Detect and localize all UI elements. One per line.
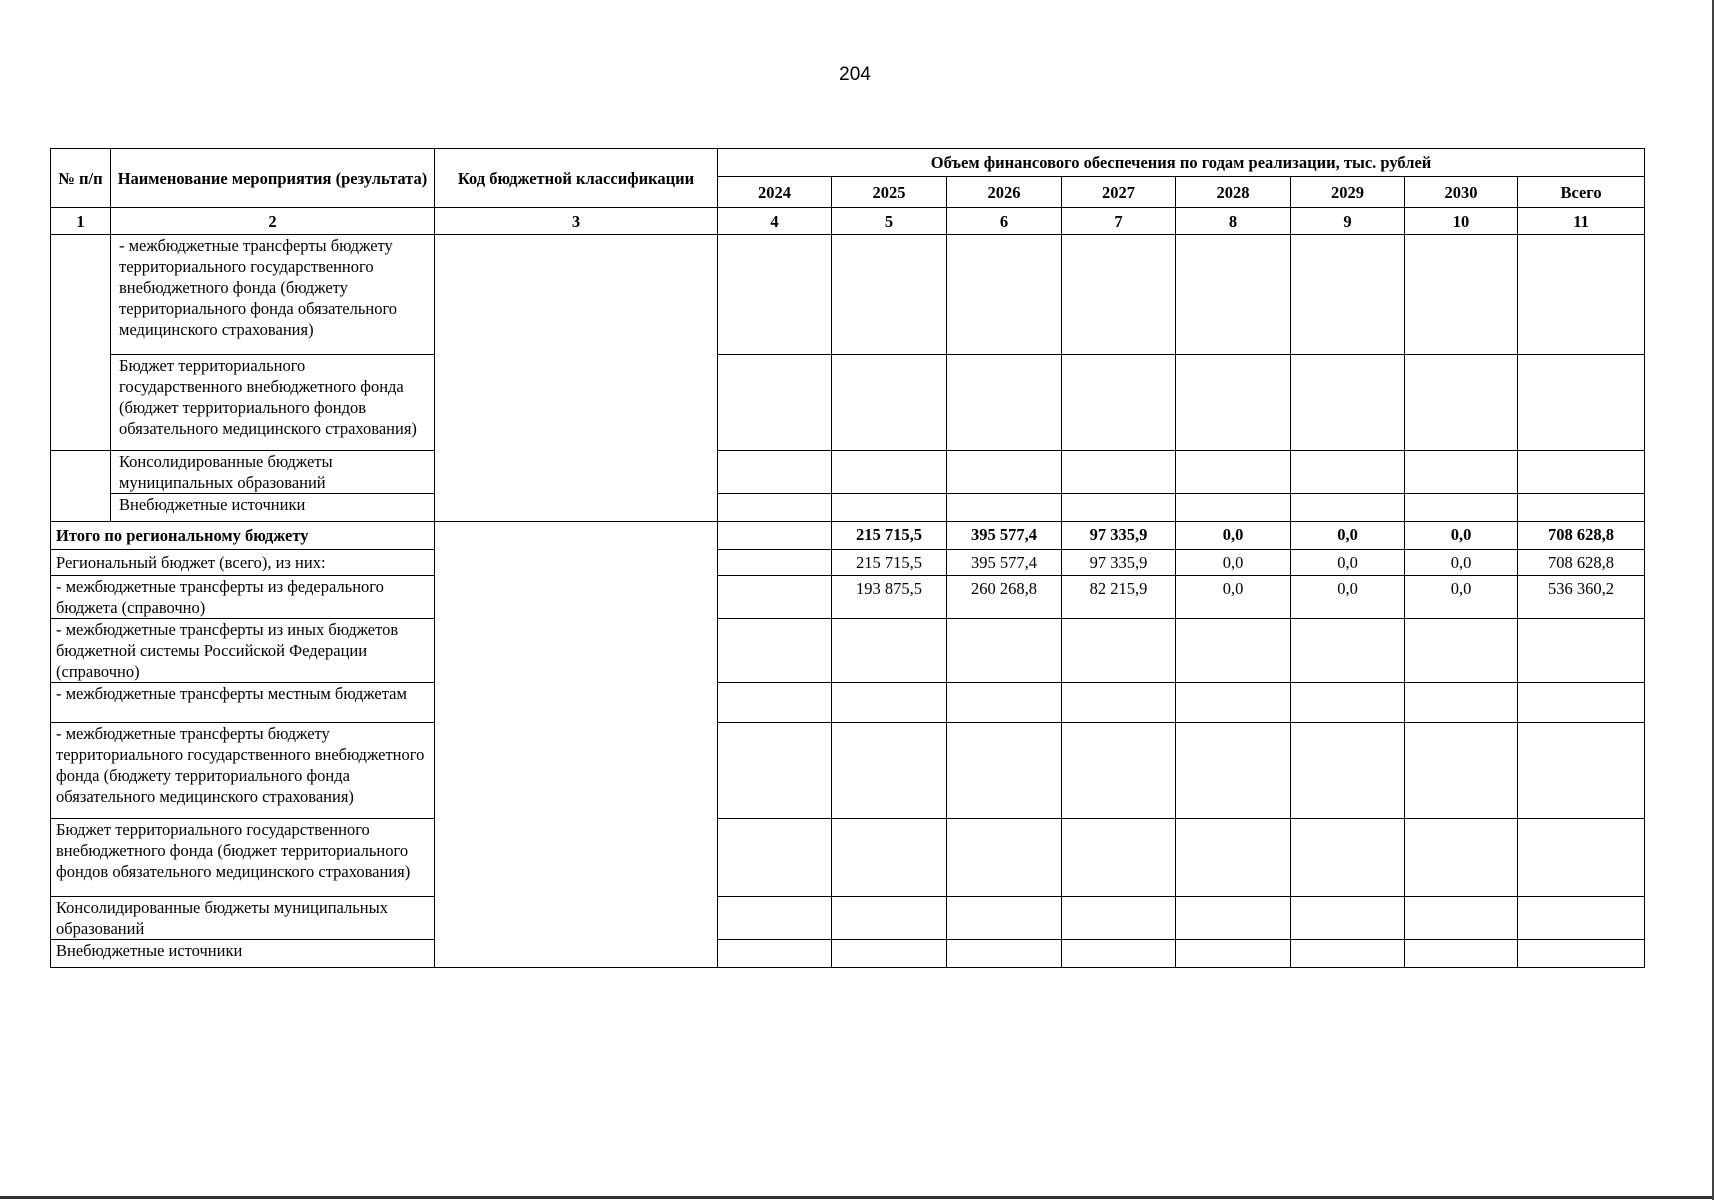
- total-row-label: Консолидированные бюджеты муниципальных образований: [51, 897, 435, 940]
- table-row: [51, 819, 1645, 897]
- value-cell: [1176, 683, 1291, 723]
- value-cell: [1518, 451, 1645, 494]
- value-cell: [1405, 897, 1518, 940]
- table-row: [51, 550, 1645, 576]
- value-cell: [1062, 619, 1176, 683]
- header-num: № п/п: [51, 149, 111, 208]
- value-cell: [1405, 819, 1518, 897]
- row-label: Внебюджетные источники: [111, 494, 435, 522]
- value-cell: 0,0: [1405, 522, 1518, 550]
- value-cell: [1062, 451, 1176, 494]
- value-cell: [1062, 355, 1176, 451]
- column-number-3: 3: [435, 208, 718, 235]
- value-cell: [947, 819, 1062, 897]
- value-cell: [1405, 683, 1518, 723]
- value-cell: [718, 355, 832, 451]
- value-cell: [1062, 683, 1176, 723]
- value-cell: [1291, 494, 1405, 522]
- value-cell: [832, 494, 947, 522]
- value-cell: [1518, 723, 1645, 819]
- value-cell: 0,0: [1291, 576, 1405, 619]
- total-row-label: - межбюджетные трансферты бюджету территориального государственного внебюджетного фонда (бюджету территориального фонда обязательного медицинского страхования): [51, 723, 435, 819]
- value-cell: [1405, 619, 1518, 683]
- value-cell: [1518, 619, 1645, 683]
- value-cell: 193 875,5: [832, 576, 947, 619]
- header-year-3: 2027: [1062, 177, 1176, 208]
- value-cell: [1291, 619, 1405, 683]
- table-row: [51, 494, 1645, 522]
- value-cell: [718, 819, 832, 897]
- value-cell: [1518, 683, 1645, 723]
- value-cell: [1291, 235, 1405, 355]
- header-code: Код бюджетной классификации: [435, 149, 718, 208]
- value-cell: [1062, 494, 1176, 522]
- value-cell: [947, 619, 1062, 683]
- header-volume: Объем финансового обеспечения по годам реализации, тыс. рублей: [718, 149, 1645, 177]
- value-cell: [1062, 723, 1176, 819]
- table-row: [51, 451, 1645, 494]
- column-number-9: 9: [1291, 208, 1405, 235]
- value-cell: 0,0: [1405, 576, 1518, 619]
- value-cell: [718, 723, 832, 819]
- value-cell: [947, 235, 1062, 355]
- value-cell: [1405, 940, 1518, 968]
- value-cell: [1518, 819, 1645, 897]
- column-number-8: 8: [1176, 208, 1291, 235]
- value-cell: [1176, 451, 1291, 494]
- value-cell: [1518, 897, 1645, 940]
- total-row-label: - межбюджетные трансферты местным бюджетам: [51, 683, 435, 723]
- value-cell: [1291, 355, 1405, 451]
- table-body-totals: [51, 522, 1645, 968]
- value-cell: [1176, 494, 1291, 522]
- value-cell: [1518, 235, 1645, 355]
- value-cell: [718, 897, 832, 940]
- value-cell: 0,0: [1176, 576, 1291, 619]
- header-year-6: 2030: [1405, 177, 1518, 208]
- value-cell: [1405, 494, 1518, 522]
- table-row: [51, 723, 1645, 819]
- value-cell: [947, 451, 1062, 494]
- value-cell: 260 268,8: [947, 576, 1062, 619]
- value-cell: [1291, 683, 1405, 723]
- value-cell: [718, 550, 832, 576]
- row-label: Бюджет территориального государственного внебюджетного фонда (бюджет территориального фондов обязательного медицинского страхования): [111, 355, 435, 451]
- row-number-cell: [51, 235, 111, 451]
- table-row: [51, 522, 1645, 550]
- value-cell: 395 577,4: [947, 550, 1062, 576]
- value-cell: [1176, 619, 1291, 683]
- header-year-1: 2025: [832, 177, 947, 208]
- value-cell: [832, 940, 947, 968]
- column-number-1: 1: [51, 208, 111, 235]
- value-cell: 708 628,8: [1518, 522, 1645, 550]
- total-row-label: Итого по региональному бюджету: [51, 522, 435, 550]
- column-numbers-row: [51, 208, 1645, 235]
- total-row-label: Внебюджетные источники: [51, 940, 435, 968]
- budget-code-cell: [435, 522, 718, 968]
- column-number-10: 10: [1405, 208, 1518, 235]
- header-year-2: 2026: [947, 177, 1062, 208]
- value-cell: 82 215,9: [1062, 576, 1176, 619]
- value-cell: [1405, 451, 1518, 494]
- value-cell: [1176, 723, 1291, 819]
- value-cell: [832, 235, 947, 355]
- value-cell: [1062, 819, 1176, 897]
- total-row-label: - межбюджетные трансферты из иных бюджетов бюджетной системы Российской Федерации (справочно): [51, 619, 435, 683]
- header-year-0: 2024: [718, 177, 832, 208]
- total-row-label: - межбюджетные трансферты из федерального бюджета (справочно): [51, 576, 435, 619]
- value-cell: [1518, 940, 1645, 968]
- value-cell: [1291, 451, 1405, 494]
- page-bottom-edge: [0, 1196, 1714, 1199]
- header-year-5: 2029: [1291, 177, 1405, 208]
- value-cell: [1291, 940, 1405, 968]
- row-label: Консолидированные бюджеты муниципальных образований: [111, 451, 435, 494]
- value-cell: 0,0: [1291, 522, 1405, 550]
- value-cell: 97 335,9: [1062, 550, 1176, 576]
- value-cell: [947, 683, 1062, 723]
- value-cell: [1405, 235, 1518, 355]
- column-number-6: 6: [947, 208, 1062, 235]
- value-cell: [832, 619, 947, 683]
- value-cell: [947, 940, 1062, 968]
- value-cell: [718, 576, 832, 619]
- value-cell: [947, 897, 1062, 940]
- value-cell: [1291, 819, 1405, 897]
- value-cell: [1518, 355, 1645, 451]
- value-cell: [832, 451, 947, 494]
- row-label: - межбюджетные трансферты бюджету территориального государственного внебюджетного фонда (бюджету территориального фонда обязательного медицинского страхования): [111, 235, 435, 355]
- value-cell: [1062, 235, 1176, 355]
- value-cell: 97 335,9: [1062, 522, 1176, 550]
- column-number-4: 4: [718, 208, 832, 235]
- value-cell: [947, 355, 1062, 451]
- page-number: 204: [839, 64, 871, 85]
- total-row-label: Бюджет территориального государственного внебюджетного фонда (бюджет территориального фондов обязательного медицинского страхования): [51, 819, 435, 897]
- header-year-4: 2028: [1176, 177, 1291, 208]
- financing-table: [50, 148, 1645, 968]
- value-cell: [832, 683, 947, 723]
- value-cell: [718, 522, 832, 550]
- total-row-label: Региональный бюджет (всего), из них:: [51, 550, 435, 576]
- value-cell: [1176, 940, 1291, 968]
- value-cell: [1062, 940, 1176, 968]
- value-cell: 0,0: [1405, 550, 1518, 576]
- column-number-11: 11: [1518, 208, 1645, 235]
- value-cell: 215 715,5: [832, 550, 947, 576]
- value-cell: [832, 723, 947, 819]
- value-cell: [718, 940, 832, 968]
- value-cell: 708 628,8: [1518, 550, 1645, 576]
- value-cell: [1176, 235, 1291, 355]
- value-cell: [1176, 897, 1291, 940]
- column-number-5: 5: [832, 208, 947, 235]
- value-cell: 0,0: [1291, 550, 1405, 576]
- value-cell: [718, 683, 832, 723]
- value-cell: [718, 494, 832, 522]
- table-row: [51, 940, 1645, 968]
- value-cell: 215 715,5: [832, 522, 947, 550]
- value-cell: [1518, 494, 1645, 522]
- table-row: [51, 897, 1645, 940]
- table-row: [51, 355, 1645, 451]
- value-cell: [1176, 819, 1291, 897]
- value-cell: [718, 235, 832, 355]
- budget-code-cell: [435, 235, 718, 522]
- value-cell: [947, 723, 1062, 819]
- value-cell: [832, 819, 947, 897]
- value-cell: [1176, 355, 1291, 451]
- value-cell: 0,0: [1176, 522, 1291, 550]
- table-row: [51, 576, 1645, 619]
- column-number-7: 7: [1062, 208, 1176, 235]
- row-number-cell: [51, 451, 111, 522]
- value-cell: [1405, 355, 1518, 451]
- value-cell: [718, 619, 832, 683]
- table-body-top: [51, 235, 1645, 522]
- value-cell: [1062, 897, 1176, 940]
- column-number-2: 2: [111, 208, 435, 235]
- table-row: [51, 683, 1645, 723]
- header-name: Наименование мероприятия (результата): [111, 149, 435, 208]
- value-cell: [1405, 723, 1518, 819]
- value-cell: 536 360,2: [1518, 576, 1645, 619]
- value-cell: [1291, 723, 1405, 819]
- value-cell: [947, 494, 1062, 522]
- header-year-7: Всего: [1518, 177, 1645, 208]
- value-cell: [832, 355, 947, 451]
- table-row: [51, 619, 1645, 683]
- value-cell: [832, 897, 947, 940]
- value-cell: 0,0: [1176, 550, 1291, 576]
- table-row: [51, 235, 1645, 355]
- value-cell: [1291, 897, 1405, 940]
- value-cell: [718, 451, 832, 494]
- value-cell: 395 577,4: [947, 522, 1062, 550]
